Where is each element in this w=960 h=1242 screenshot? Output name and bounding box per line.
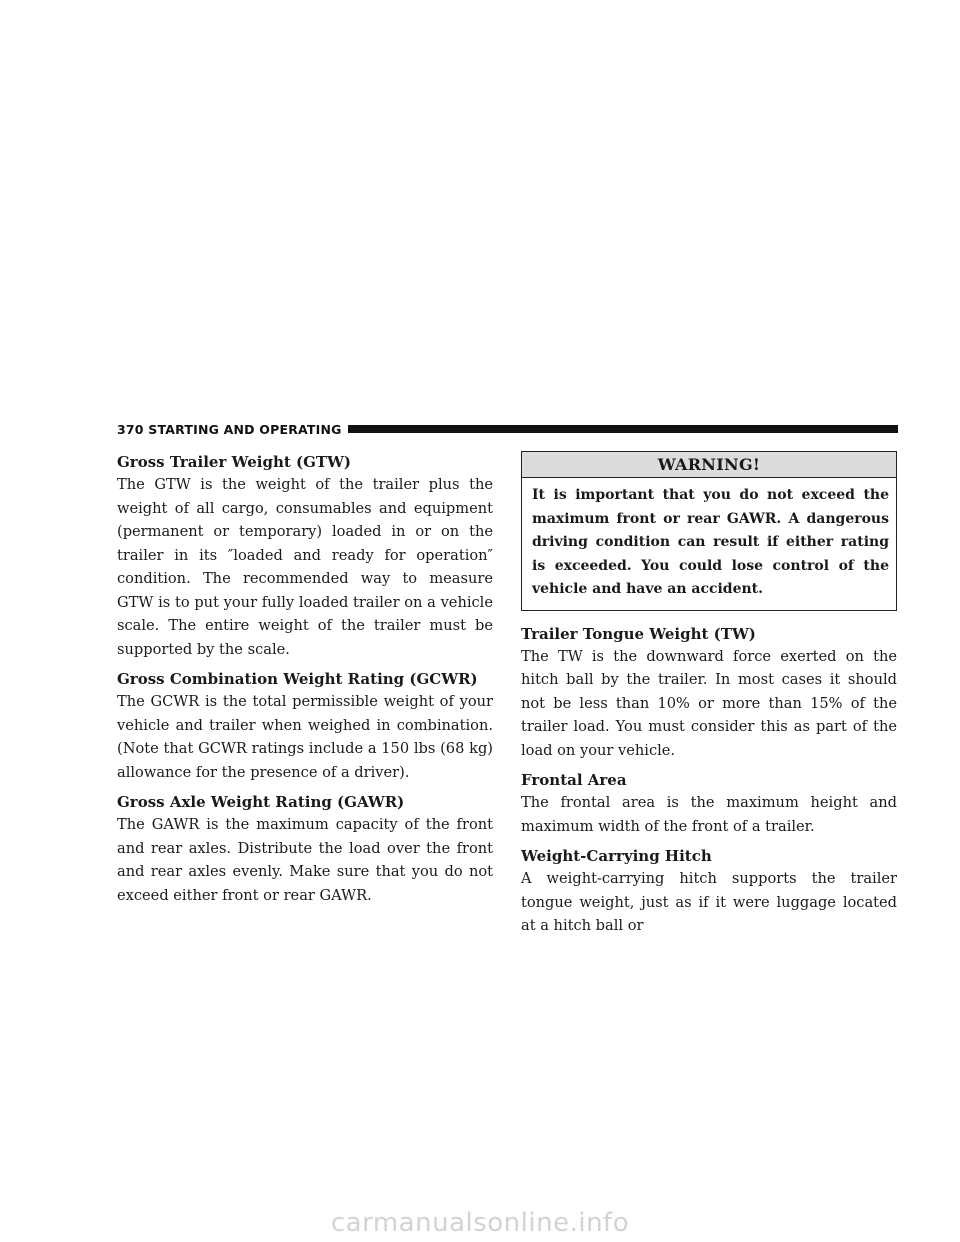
- header-rule: [348, 425, 898, 433]
- weight-carrying-hitch-title: Weight-Carrying Hitch: [521, 847, 712, 865]
- page-header-label: [117, 422, 342, 437]
- section-title: STARTING AND OPERATING: [148, 421, 342, 437]
- frontal-area-title: Frontal Area: [521, 771, 627, 789]
- weight-carrying-hitch-text: A weight-carrying hitch supports the trailer tongue weight, just as if it were luggage located at a hitch ball or: [521, 870, 897, 934]
- right-column: [521, 451, 897, 945]
- tw-title: Trailer Tongue Weight (TW): [521, 624, 756, 643]
- tw-text: The TW is the downward force exerted on the hitch ball by the trailer. In most cases it should not be less than 10% or more than 15% of the trailer load. You must consider this as part of the load on your vehicle.: [521, 647, 897, 759]
- page-header: [117, 420, 898, 438]
- watermark: carmanualsonline.info: [330, 1208, 630, 1238]
- frontal-area-text: The frontal area is the maximum height and maximum width of the front of a trailer.: [521, 794, 897, 835]
- gcwr-title: Gross Combination Weight Rating (GCWR): [117, 670, 478, 688]
- gawr-text: The GAWR is the maximum capacity of the front and rear axles. Distribute the load over the front and rear axles evenly. Make sure that you do not exceed either front or rear GAWR.: [117, 816, 493, 904]
- warning-box: [521, 451, 897, 611]
- warning-text: It is important that you do not exceed the maximum front or rear GAWR. A dangerous driving condition can result if either rating is exceeded. You could lose control of the vehicle and have an accident.: [532, 487, 889, 597]
- gcwr-text: The GCWR is the total permissible weight of your vehicle and trailer when weighed in combination. (Note that GCWR ratings include a 150 lbs (68 kg) allowance for the presence of a driver).: [117, 693, 493, 781]
- warning-heading: WARNING!: [522, 452, 896, 478]
- page-number: 370: [117, 421, 144, 437]
- left-column: [117, 451, 493, 914]
- gtw-text: The GTW is the weight of the trailer plus the weight of all cargo, consumables and equipment (permanent or temporary) loaded in or on the trailer in its ″loaded and ready for operation″ condition. The recommended way to measure GTW is to put your fully loaded trailer on a vehicle scale. The entire weight of the trailer must be supported by the scale.: [117, 476, 493, 658]
- gtw-title: Gross Trailer Weight (GTW): [117, 453, 352, 471]
- gawr-title: Gross Axle Weight Rating (GAWR): [117, 793, 405, 811]
